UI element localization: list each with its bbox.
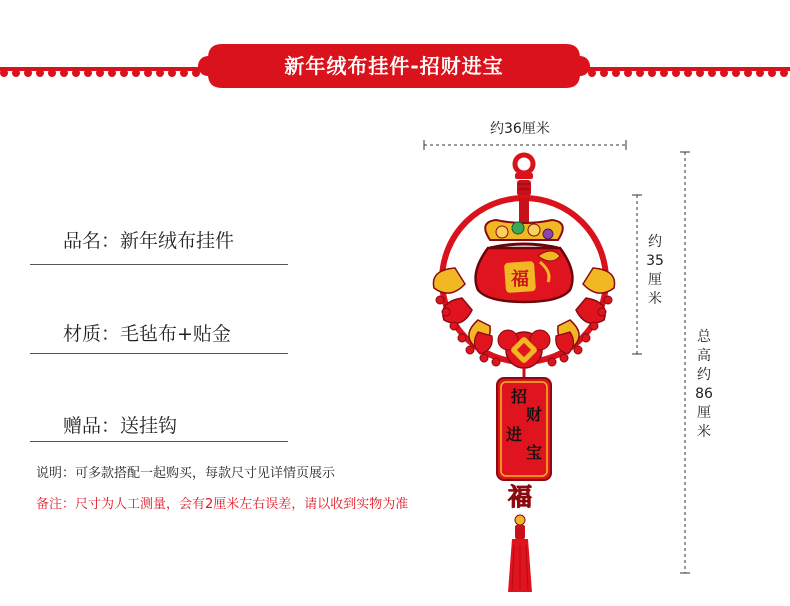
berry	[604, 296, 612, 304]
berry	[458, 334, 466, 342]
hanging-loop	[515, 155, 533, 196]
berry	[582, 334, 590, 342]
bottom-fu-emblem	[508, 483, 532, 525]
berry	[466, 346, 474, 354]
berry	[598, 308, 606, 316]
banner-char: 招	[510, 387, 528, 406]
ring-height-dimension-line	[632, 195, 642, 354]
spec-value: 毛毡布+贴金	[120, 323, 231, 345]
spec-value: 送挂钩	[120, 415, 178, 437]
banner-char: 进	[505, 425, 523, 444]
berry	[492, 358, 500, 366]
ring-height-label: 约 35 厘 米	[646, 234, 664, 307]
remark-note: 备注：尺寸为人工测量，会有2厘米左右误差，请以收到实物为准	[36, 497, 409, 512]
money-bag	[476, 198, 573, 302]
blessing-banner	[497, 378, 551, 480]
page-title: 新年绒布挂件-招财进宝	[284, 54, 504, 78]
berry	[560, 354, 568, 362]
berry	[450, 322, 458, 330]
banner-char: 财	[525, 405, 543, 424]
berry	[548, 358, 556, 366]
bag-char: 福	[511, 269, 529, 290]
berry	[480, 354, 488, 362]
total-height-label: 总 高 约 86 厘 米	[695, 329, 713, 440]
berry	[436, 296, 444, 304]
spec-label: 赠品：	[63, 415, 121, 437]
bottom-char: 福	[508, 483, 532, 511]
berry	[590, 322, 598, 330]
explanation-note: 说明：可多款搭配一起购买，每款尺寸见详情页展示	[36, 466, 336, 481]
width-dimension-line	[424, 140, 626, 150]
berry	[574, 346, 582, 354]
width-label: 约36厘米	[490, 121, 550, 137]
spec-value: 新年绒布挂件	[120, 230, 235, 252]
spec-label: 品名：	[63, 230, 121, 252]
banner-char: 宝	[525, 443, 543, 462]
berry	[442, 308, 450, 316]
tassel	[508, 525, 532, 592]
total-height-dimension-line	[680, 152, 690, 573]
spec-label: 材质：	[63, 323, 121, 345]
